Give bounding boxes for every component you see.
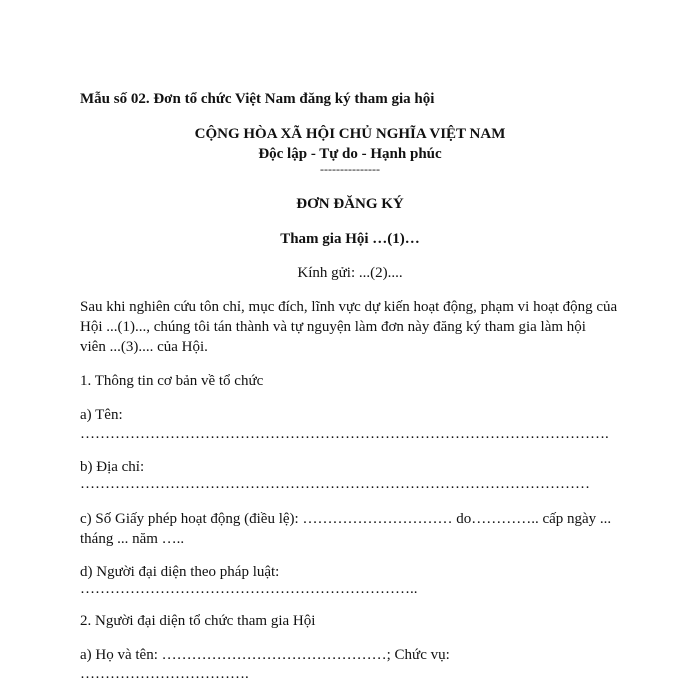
subtitle-text: Tham gia Hội …(1)… <box>280 231 420 247</box>
license-date-line: tháng ... năm ….. <box>80 531 185 547</box>
recipient-line: Kính gửi: ...(2).... <box>297 265 403 281</box>
intro-line-3: viên ...(3).... của Hội. <box>80 339 208 355</box>
rep-name-field: ……………………………. <box>80 666 249 682</box>
section2-heading: 2. Người đại diện tổ chức tham gia Hội <box>80 613 316 629</box>
header-divider: --------------- <box>320 162 380 176</box>
org-address-field: ………………………………………………………………………………………… <box>80 476 590 492</box>
license-line: c) Số Giấy phép hoạt động (điều lệ): ………………………… do………….. cấp ngày ... <box>80 511 612 527</box>
legal-rep-field: ………………………………………………………….. <box>80 581 418 597</box>
legal-rep-label: d) Người đại diện theo pháp luật: <box>80 564 280 580</box>
form-label: Mẫu số 02. Đơn tổ chức Việt Nam đăng ký tham gia hội <box>80 91 435 107</box>
org-name-label: a) Tên: <box>80 407 123 423</box>
org-name-field: ……………………………………………………………………………………………. <box>80 426 609 442</box>
document-title: ĐƠN ĐĂNG KÝ <box>296 196 404 212</box>
country-name: CỘNG HÒA XÃ HỘI CHỦ NGHĨA VIỆT NAM <box>194 126 506 142</box>
document-subtitle <box>0 230 700 248</box>
section1-heading: 1. Thông tin cơ bản về tổ chức <box>80 373 264 389</box>
rep-name-line: a) Họ và tên: ………………………………………; Chức vụ: <box>80 647 450 663</box>
intro-line-2: Hội ...(1)..., chúng tôi tán thành và tự nguyện làm đơn này đăng ký tham gia làm hội <box>80 319 586 335</box>
intro-line-1: Sau khi nghiên cứu tôn chỉ, mục đích, lĩnh vực dự kiến hoạt động, phạm vi hoạt động của <box>80 299 618 315</box>
national-motto: Độc lập - Tự do - Hạnh phúc <box>258 146 442 162</box>
org-address-label: b) Địa chỉ: <box>80 459 145 475</box>
